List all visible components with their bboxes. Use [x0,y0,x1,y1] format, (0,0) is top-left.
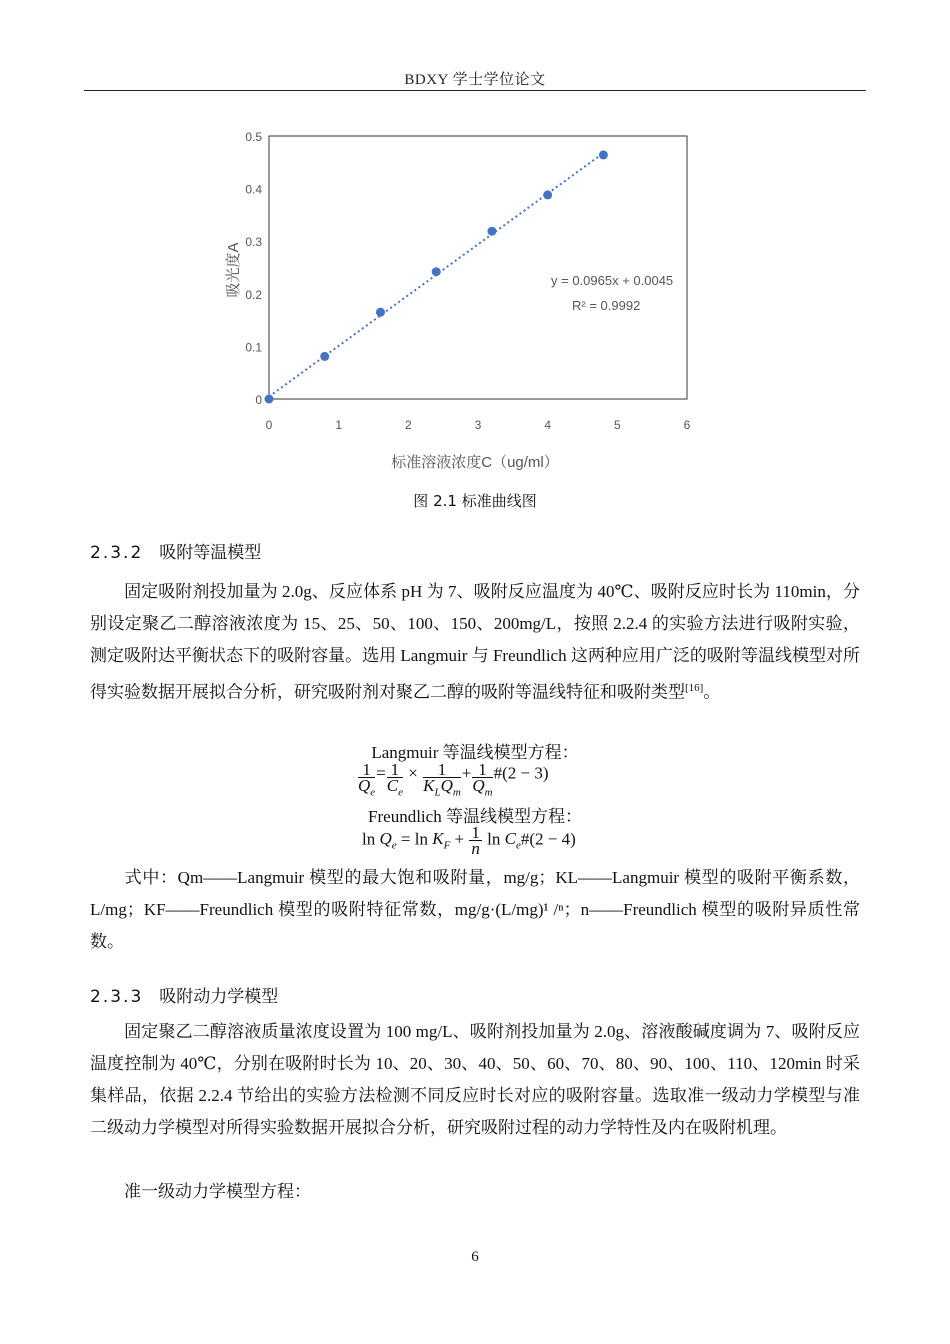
paragraph-end: 。 [703,682,721,702]
x-tick-label: 3 [474,418,482,432]
plot-area-frame [269,136,687,399]
data-point [487,227,496,236]
equation-number: #(2 − 4) [520,829,576,849]
x-axis-label: 标准溶液浓度C（ug/ml） [391,454,559,471]
paragraph-text: 准一级动力学模型方程： [124,1182,311,1201]
freundlich-equation-label: Freundlich 等温线模型方程： [368,807,582,826]
figure-caption: 图 2.1 标准曲线图 [413,492,537,510]
langmuir-equation: $\frac{1}{Q_e}$ = $\frac{1}{C_e}$ × $\frac{1}{K_LQ_m}$ + $\frac{1}{Q_m}$ #(2 − 3) [358,760,549,799]
section-heading-2-3-2 [90,538,261,563]
header-rule [84,90,866,91]
section-title: 吸附等温模型 [159,543,262,563]
x-tick-label: 6 [683,418,691,432]
standard-curve-chart [220,122,720,487]
section-number: 2.3.3 [90,987,144,1007]
x-tick-label: 4 [544,418,552,432]
section-title: 吸附动力学模型 [159,987,279,1007]
running-header: BDXY 学士学位论文 [404,72,546,88]
data-point [599,150,608,159]
paragraph-kinetics-lead [90,1176,860,1208]
freundlich-equation: $\ln Q_e = \ln K_F$ + $\frac{1}{n}$ $\ln C_e\#(2 - 4)$ [362,823,576,858]
x-tick-label: 2 [404,418,412,432]
equation-number: #(2 − 3) [493,763,549,783]
y-tick-label: 0.1 [245,340,262,355]
data-point [265,395,274,404]
y-tick-label: 0.5 [245,130,262,144]
paragraph-symbols [90,862,860,958]
r-squared-label: R² = 0.9992 [572,298,641,313]
data-point [376,308,385,317]
trendline-equation: y = 0.0965x + 0.0045 [551,273,674,288]
y-axis-label: 吸光度A [225,242,242,298]
data-point [432,267,441,276]
y-tick-label: 0 [255,393,262,407]
paragraph-text: 固定吸附剂投加量为 2.0g、反应体系 pH 为 7、吸附反应温度为 40℃、吸附反应时长为 110min，分别设定聚乙二醇溶液浓度为 15、25、50、100、150、200mg/L，按照 2.2.4 的实验方法进行吸附实验，测定吸附达平衡状态下的吸附容量。选用 Langmuir 与 Freundlich 这两种应用广泛的吸附等温线模型对所得实验数据开展拟合分析，研究吸附剂对聚乙二醇的吸附等温线特征和吸附类型 [90,582,860,702]
langmuir-equation-label: Langmuir 等温线模型方程： [371,743,579,762]
x-tick-label: 1 [335,418,343,432]
y-tick-label: 0.2 [245,287,262,302]
x-tick-label: 5 [613,418,621,432]
page-number: 6 [471,1249,479,1265]
symbol-definitions: 式中：Qm——Langmuir 模型的最大饱和吸附量，mg/g；KL——Langmuir 模型的吸附平衡系数，L/mg；KF——Freundlich 模型的吸附特征常数，mg/g·(L/mg)¹ /ⁿ；n——Freundlich 模型的吸附异质性常数。 [90,868,860,951]
section-heading-2-3-3 [90,982,278,1007]
paragraph-kinetics [90,1016,860,1144]
section-number: 2.3.2 [90,543,144,563]
y-tick-label: 0.4 [245,182,262,197]
paragraph-isotherm [90,576,860,709]
citation: [16] [685,682,704,694]
data-point [320,352,329,361]
y-tick-label: 0.3 [245,235,262,250]
data-point [543,190,552,199]
x-tick-label: 0 [265,418,273,432]
paragraph-text: 固定聚乙二醇溶液质量浓度设置为 100 mg/L、吸附剂投加量为 2.0g、溶液酸碱度调为 7、吸附反应温度控制为 40℃，分别在吸附时长为 10、20、30、40、50、60、70、80、90、100、110、120min 时采集样品，依据 2.2.4 节给出的实验方法检测不同反应时长对应的吸附容量。选取准一级动力学模型与准二级动力学模型对所得实验数据开展拟合分析，研究吸附过程的动力学特性及内在吸附机理。 [90,1022,860,1137]
